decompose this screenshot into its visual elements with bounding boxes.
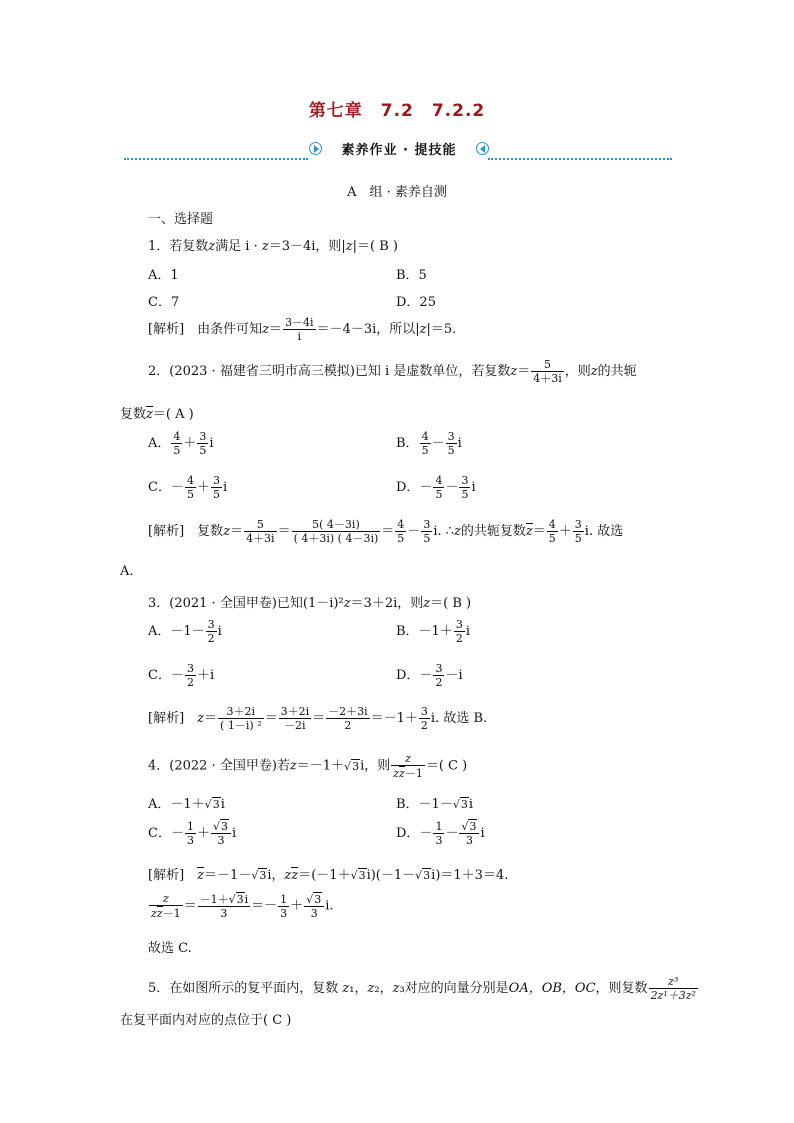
q4-option-a: A．－1＋√3i: [148, 797, 225, 812]
page-title: 第七章 7.2 7.2.2: [308, 101, 486, 121]
q1-option-c: C．7: [148, 295, 180, 310]
q2-option-a: A． $\frac{4}{5}$ ＋ $\frac{3}{5}$ i: [148, 430, 214, 457]
q4-option-c: C．－ $\frac{1}{3}$ ＋ $\frac{√3}{3}$ i: [148, 820, 237, 847]
q3-option-d: D．－ $\frac{3}{2}$ －i: [396, 662, 463, 689]
vector-list: OA，OB，OC: [508, 981, 596, 996]
question-5-stem-line2: 在复平面内对应的点位于( C ): [120, 1013, 292, 1028]
play-left-icon: [476, 142, 489, 155]
q2-solution: [解析] 复数z＝ $\frac{5}{4+3i}$ ＝ $\frac{5( 4-3i)}{( 4+3i) ( 4-3i)}$ ＝ $\frac{4}{5}$ － $\frac{3}{5}$ i. ∴z的共轭复数z＝ $\frac{4}{5}$ ＋ $\frac{3}{5}$ i. 故选: [148, 518, 624, 545]
q2-option-c: C．－ $\frac{4}{5}$ ＋ $\frac{3}{5}$ i: [148, 474, 228, 501]
q4-option-d: D．－ $\frac{1}{3}$ － $\frac{√3}{3}$ i: [396, 820, 485, 847]
q1-option-d: D．25: [396, 295, 436, 310]
banner-divider-right: [488, 158, 672, 160]
question-2-stem-line2: 复数z＝( A ): [120, 407, 194, 422]
q4-option-b: B．－1－√3i: [396, 797, 474, 812]
q4-solution-line2: $\frac{z}{zz-1}$ ＝ $\frac{-1+√3i}{3}$ ＝－ $\frac{1}{3}$ ＋ $\frac{√3}{3}$ i.: [151, 892, 334, 920]
question-5-stem: 5．在如图所示的复平面内，复数 z₁，z₂，z₃对应的向量分别是OA，OB，OC，则复数 $\frac{\text{z³}}{\text{2z¹＋3z²}}$: [148, 975, 696, 1002]
banner-divider-left: [124, 158, 308, 160]
q1-solution: [解析] 由条件可知z＝ $\frac{3-4i}{i}$ ＝－4－3i，所以|z|＝5.: [148, 316, 457, 343]
question-2-stem: 2．(2023 · 福建省三明市高三模拟)已知 i 是虚数单位，若复数z＝ $\frac{5}{4+3i}$ ，则z的共轭: [148, 358, 637, 385]
q4-conclusion: 故选 C.: [148, 941, 192, 956]
q2-option-b: B． $\frac{4}{5}$ － $\frac{3}{5}$ i: [396, 430, 462, 457]
q3-option-a: A．－1－ $\frac{3}{2}$ i: [148, 618, 222, 645]
play-right-icon: [309, 142, 322, 155]
section-heading: 一、选择题: [148, 212, 214, 227]
q1-option-b: B．5: [396, 268, 427, 283]
q3-option-c: C．－ $\frac{3}{2}$ ＋i: [148, 662, 215, 689]
question-3-stem: 3．(2021 · 全国甲卷)已知(1－i)²z＝3＋2i，则z＝( B ): [148, 596, 472, 611]
q1-option-a: A．1: [148, 268, 179, 283]
group-title: A 组 · 素养自测: [347, 185, 447, 200]
q3-solution: [解析] z＝ $\frac{3+2i}{\text{( 1－i) ²}}$ ＝ $\frac{3+2i}{-2i}$ ＝ $\frac{-2+3i}{2}$ ＝－1＋ $\frac{3}{2}$ i. 故选 B.: [148, 705, 488, 732]
q2-solution-line2: A.: [120, 564, 134, 579]
banner-title: 素养作业 · 提技能: [341, 143, 457, 158]
q3-option-b: B．－1＋ $\frac{3}{2}$ i: [396, 618, 470, 645]
question-4-stem: 4．(2022 · 全国甲卷)若z＝－1＋√3i，则 $\frac{z}{zz-1}$ ＝( C ): [148, 752, 468, 780]
question-1-stem: 1．若复数z满足 i · z＝3－4i，则|z|＝( B ): [148, 239, 398, 254]
q2-option-d: D．－ $\frac{4}{5}$ － $\frac{3}{5}$ i: [396, 474, 476, 501]
q4-solution: [解析] z＝－1－√3i，zz＝(－1＋√3i)(－1－√3i)＝1＋3＝4.: [148, 868, 509, 883]
